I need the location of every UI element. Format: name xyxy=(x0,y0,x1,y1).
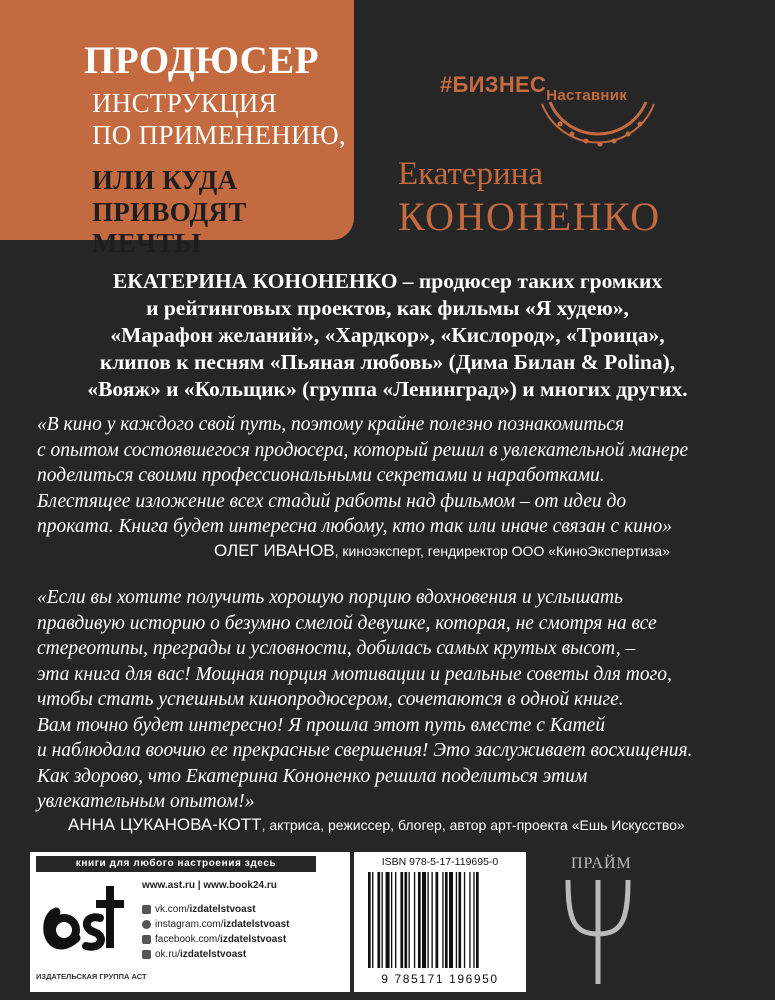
barcode-bar xyxy=(404,872,407,968)
attribution-name: ОЛЕГ ИВАНОВ xyxy=(214,541,335,560)
publisher-box xyxy=(30,852,350,992)
quote-line: чтобы стать успешным кинопродюсером, сочетаются в одной книге. xyxy=(37,689,624,710)
barcode-bar xyxy=(464,872,465,968)
social-handle: izdatelstvoast xyxy=(189,904,256,915)
barcode-bar xyxy=(442,872,443,968)
isbn-text: ISBN 978-5-17-119695-0 xyxy=(381,856,499,868)
publisher-name: ИЗДАТЕЛЬСКАЯ ГРУППА АСТ xyxy=(36,972,147,981)
quote-line: и наблюдала воочию ее прекрасные свершения! Это заслуживает восхищения. xyxy=(37,740,693,761)
barcode-bar xyxy=(436,872,439,968)
instagram-icon xyxy=(142,920,151,929)
barcode-bar xyxy=(395,872,396,968)
author-last-name: КОНОНЕНКО xyxy=(398,194,661,239)
bio-line: «Марафон желаний», «Хардкор», «Кислород», «Троица», xyxy=(110,323,665,347)
social-prefix: instagram.com/ xyxy=(155,919,224,930)
barcode-digits: 9 785171 196950 xyxy=(381,972,499,986)
barcode-bar xyxy=(456,872,457,968)
bio-line: и рейтинговых проектов, как фильмы «Я худею», xyxy=(146,296,629,320)
barcode-bar xyxy=(422,872,426,968)
social-prefix: vk.com/ xyxy=(155,904,190,915)
barcode-bar xyxy=(418,872,421,968)
quote-line: «Если вы хотите получить хорошую порцию вдохновения и услышать xyxy=(37,587,623,608)
publisher-sites: www.ast.ru | www.book24.ru xyxy=(142,880,277,891)
quote-ivanov xyxy=(37,412,688,540)
quote-tsukanova-attribution xyxy=(68,815,685,835)
barcode-box xyxy=(354,852,526,992)
ast-logo-icon xyxy=(42,878,128,964)
quote-line: Блестящее изложение всех стадий работы над фильмом – от идеи до xyxy=(37,490,627,512)
quote-line: «В кино у каждого свой путь, поэтому крайне полезно познакомиться xyxy=(37,414,625,435)
series-label xyxy=(440,72,628,104)
barcode-bar xyxy=(400,872,403,968)
author-first-name: Екатерина xyxy=(398,156,544,192)
attribution-role: , актриса, режиссер, блогер, автор арт-проекта «Ешь Искусство» xyxy=(261,817,685,833)
attribution-role: , киноэксперт, гендиректор ООО «КиноЭкспертиза» xyxy=(334,543,670,559)
imprint-label: ПРАЙМ xyxy=(571,855,632,872)
social-prefix: ok.ru/ xyxy=(155,949,181,960)
bio-line: ЕКАТЕРИНА КОНОНЕНКО – продюсер таких громких xyxy=(112,269,663,293)
quote-line: проката. Книга будет интересна любому, кто так или иначе связан с кино» xyxy=(37,516,673,537)
barcode-bar xyxy=(449,872,453,968)
social-facebook[interactable] xyxy=(142,934,286,945)
barcode-bar xyxy=(414,872,415,968)
barcode-bar xyxy=(372,872,373,968)
quote-line: стереотипы, преграды и условности, добилась самых крутых высот, – xyxy=(37,638,636,659)
barcode-bar xyxy=(473,872,474,968)
barcode-bar xyxy=(445,872,448,968)
slogan-bar: книги для любого настроения здесь xyxy=(36,856,316,872)
author-bio xyxy=(40,268,735,403)
quote-line: поделиться своими профессиональными секретами и наработками. xyxy=(37,465,605,486)
quote-line: увлекательным опытом!» xyxy=(37,791,255,812)
quote-line: эта книга для вас! Мощная порция мотивации и реальные советы для того, xyxy=(37,663,672,685)
barcode-bar xyxy=(458,872,461,968)
quote-line: Вам точно будет интересно! Я прошла этот путь вместе с Катей xyxy=(37,714,605,736)
quote-line: правдивую историю о безумно смелой девушке, которая, не смотря на все xyxy=(37,612,657,634)
social-handle: izdatelstvoast xyxy=(223,919,290,930)
social-prefix: facebook.com/ xyxy=(155,934,221,945)
series-hash: #БИЗНЕС xyxy=(440,72,547,97)
social-ok[interactable] xyxy=(142,949,246,960)
ok-icon xyxy=(142,950,151,959)
barcode-bar xyxy=(377,872,380,968)
quote-line: Как здорово, что Екатерина Кононенко решила поделиться этим xyxy=(37,765,588,787)
attribution-name: АННА ЦУКАНОВА-КОТТ xyxy=(68,815,262,834)
psi-logo-icon xyxy=(560,876,636,988)
barcode-bar xyxy=(382,872,383,968)
barcode-bar xyxy=(431,872,432,968)
title-line-2: ИНСТРУКЦИЯ xyxy=(92,88,277,118)
facebook-icon xyxy=(142,935,151,944)
title-line-5: ПРИВОДЯТ МЕЧТЫ xyxy=(92,197,247,258)
title-main: ПРОДЮСЕР xyxy=(84,39,320,82)
vk-icon xyxy=(142,905,151,914)
barcode-bar xyxy=(476,872,479,968)
barcode-bar xyxy=(368,872,371,968)
barcode-bar xyxy=(427,872,428,968)
quote-line: с опытом состоявшегося продюсера, который решил в увлекательной манере xyxy=(37,439,689,461)
quote-tsukanova xyxy=(37,585,692,815)
social-handle: izdatelstvoast xyxy=(180,949,247,960)
title-line-4: ИЛИ КУДА xyxy=(92,165,238,195)
bio-line: клипов к песням «Пьяная любовь» (Дима Билан & Polina), xyxy=(99,350,676,374)
bio-line: «Вояж» и «Кольщик» (группа «Ленинград») и многих других. xyxy=(87,377,688,401)
social-vk[interactable] xyxy=(142,904,256,915)
social-instagram[interactable] xyxy=(142,919,290,930)
barcode-icon xyxy=(366,872,514,970)
barcode-bar xyxy=(409,872,410,968)
title-line-3: ПО ПРИМЕНЕНИЮ, xyxy=(92,120,346,150)
title-block xyxy=(0,0,354,258)
quote-ivanov-attribution xyxy=(214,541,670,561)
series-word: Наставник xyxy=(546,87,628,104)
barcode-bar xyxy=(469,872,470,968)
barcode-bar xyxy=(386,872,390,968)
social-handle: izdatelstvoast xyxy=(220,934,287,945)
barcode-bar xyxy=(391,872,392,968)
